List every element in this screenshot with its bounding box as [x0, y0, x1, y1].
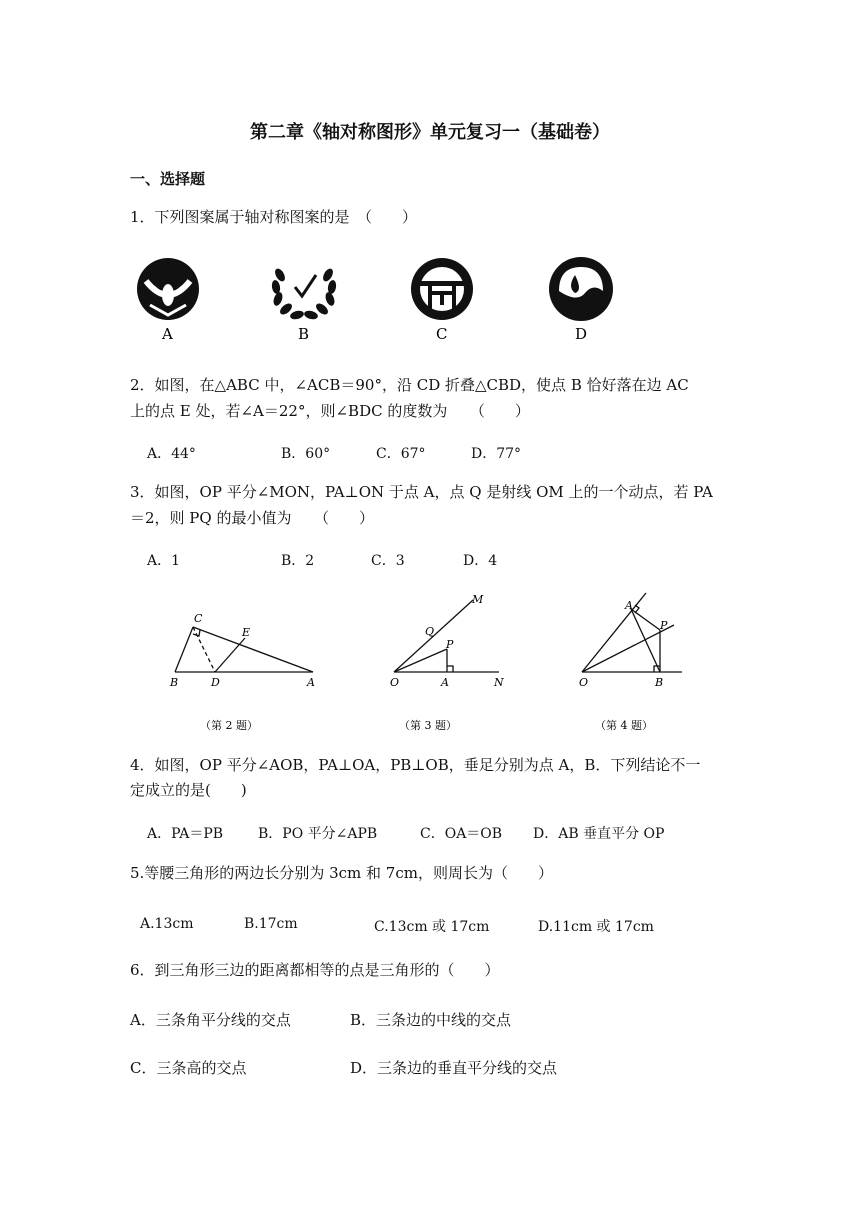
fig2-point-e: E [242, 626, 251, 639]
question-4-option-a: A．PA＝PB [147, 826, 224, 842]
question-6-option-b: B．三条边的中线的交点 [350, 1011, 512, 1029]
logo-a-icon [137, 258, 199, 320]
fig3-point-m: M [472, 593, 484, 606]
page-title: 第二章《轴对称图形》单元复习一（基础卷） [250, 122, 610, 143]
question-4-option-d: D．AB 垂直平分 OP [533, 826, 665, 842]
section-heading: 一、选择题 [130, 170, 206, 188]
figure-4-caption: （第 4 题） [595, 719, 653, 732]
logo-label-a: A [162, 325, 173, 343]
question-3-line-2: ＝2，则 PQ 的最小值为 （ ） [130, 509, 374, 527]
question-6-text: 6．到三角形三边的距离都相等的点是三角形的（ ） [130, 961, 500, 979]
question-3-line-1: 3．如图，OP 平分∠MON，PA⊥ON 于点 A，点 Q 是射线 OM 上的一个动点，若 PA [130, 483, 713, 501]
question-6-option-a: A．三条角平分线的交点 [130, 1011, 291, 1029]
fig2-point-d: D [211, 676, 220, 689]
question-2-option-a: A．44° [147, 446, 196, 462]
figure-3-caption: （第 3 题） [399, 719, 457, 732]
question-1-text: 1．下列图案属于轴对称图案的是 （ ） [130, 208, 418, 226]
question-3-option-a: A．1 [147, 553, 181, 569]
fig2-point-b: B [170, 676, 179, 689]
question-5-text: 5.等腰三角形的两边长分别为 3cm 和 7cm，则周长为（ ） [130, 864, 553, 882]
fig3-point-o: O [390, 676, 400, 689]
fig3-point-n: N [494, 676, 504, 689]
question-4-line-2: 定成立的是( ) [130, 781, 247, 799]
fig3-point-p: P [446, 638, 454, 651]
question-2-option-d: D．77° [471, 446, 522, 462]
fig3-point-a: A [441, 676, 449, 689]
question-4-line-1: 4．如图，OP 平分∠AOB，PA⊥OA，PB⊥OB，垂足分别为点 A，B．下列结论不一 [130, 756, 701, 774]
logo-c-icon [411, 258, 473, 320]
logo-d-icon [549, 257, 613, 321]
question-3-option-d: D．4 [463, 553, 498, 569]
question-2-line-2: 上的点 E 处，若∠A＝22°，则∠BDC 的度数为 （ ） [130, 402, 530, 420]
question-2-option-b: B．60° [281, 446, 331, 462]
question-5-option-b: B.17cm [244, 916, 298, 932]
question-5-option-c: C.13cm 或 17cm [374, 919, 490, 935]
logo-label-b: B [298, 325, 310, 343]
question-4-option-b: B．PO 平分∠APB [258, 826, 378, 842]
question-6-option-d: D．三条边的垂直平分线的交点 [350, 1059, 558, 1077]
fig4-point-b: B [655, 676, 664, 689]
question-2-line-1: 2．如图，在△ABC 中，∠ACB＝90°，沿 CD 折叠△CBD，使点 B 恰好落在边 AC [130, 376, 689, 394]
figures-row [150, 585, 710, 735]
question-6-option-c: C．三条高的交点 [130, 1059, 247, 1077]
fig4-point-o: O [579, 676, 589, 689]
fig4-point-p: P [660, 619, 668, 632]
logo-label-d: D [575, 325, 588, 343]
logo-label-c: C [436, 325, 448, 343]
question-4-option-c: C．OA＝OB [420, 826, 503, 842]
fig3-point-q: Q [425, 625, 435, 638]
question-1-logos [130, 255, 630, 345]
logo-b-icon [271, 267, 337, 321]
question-2-option-c: C．67° [376, 446, 426, 462]
figure-3-diagram [394, 600, 499, 672]
question-3-option-b: B．2 [281, 553, 315, 569]
question-5-option-a: A.13cm [140, 916, 194, 932]
question-3-option-c: C．3 [371, 553, 405, 569]
fig2-point-c: C [194, 612, 203, 625]
fig4-point-a: A [625, 599, 633, 612]
question-5-option-d: D.11cm 或 17cm [538, 919, 654, 935]
fig2-point-a: A [307, 676, 315, 689]
figure-2-caption: （第 2 题） [200, 719, 258, 732]
